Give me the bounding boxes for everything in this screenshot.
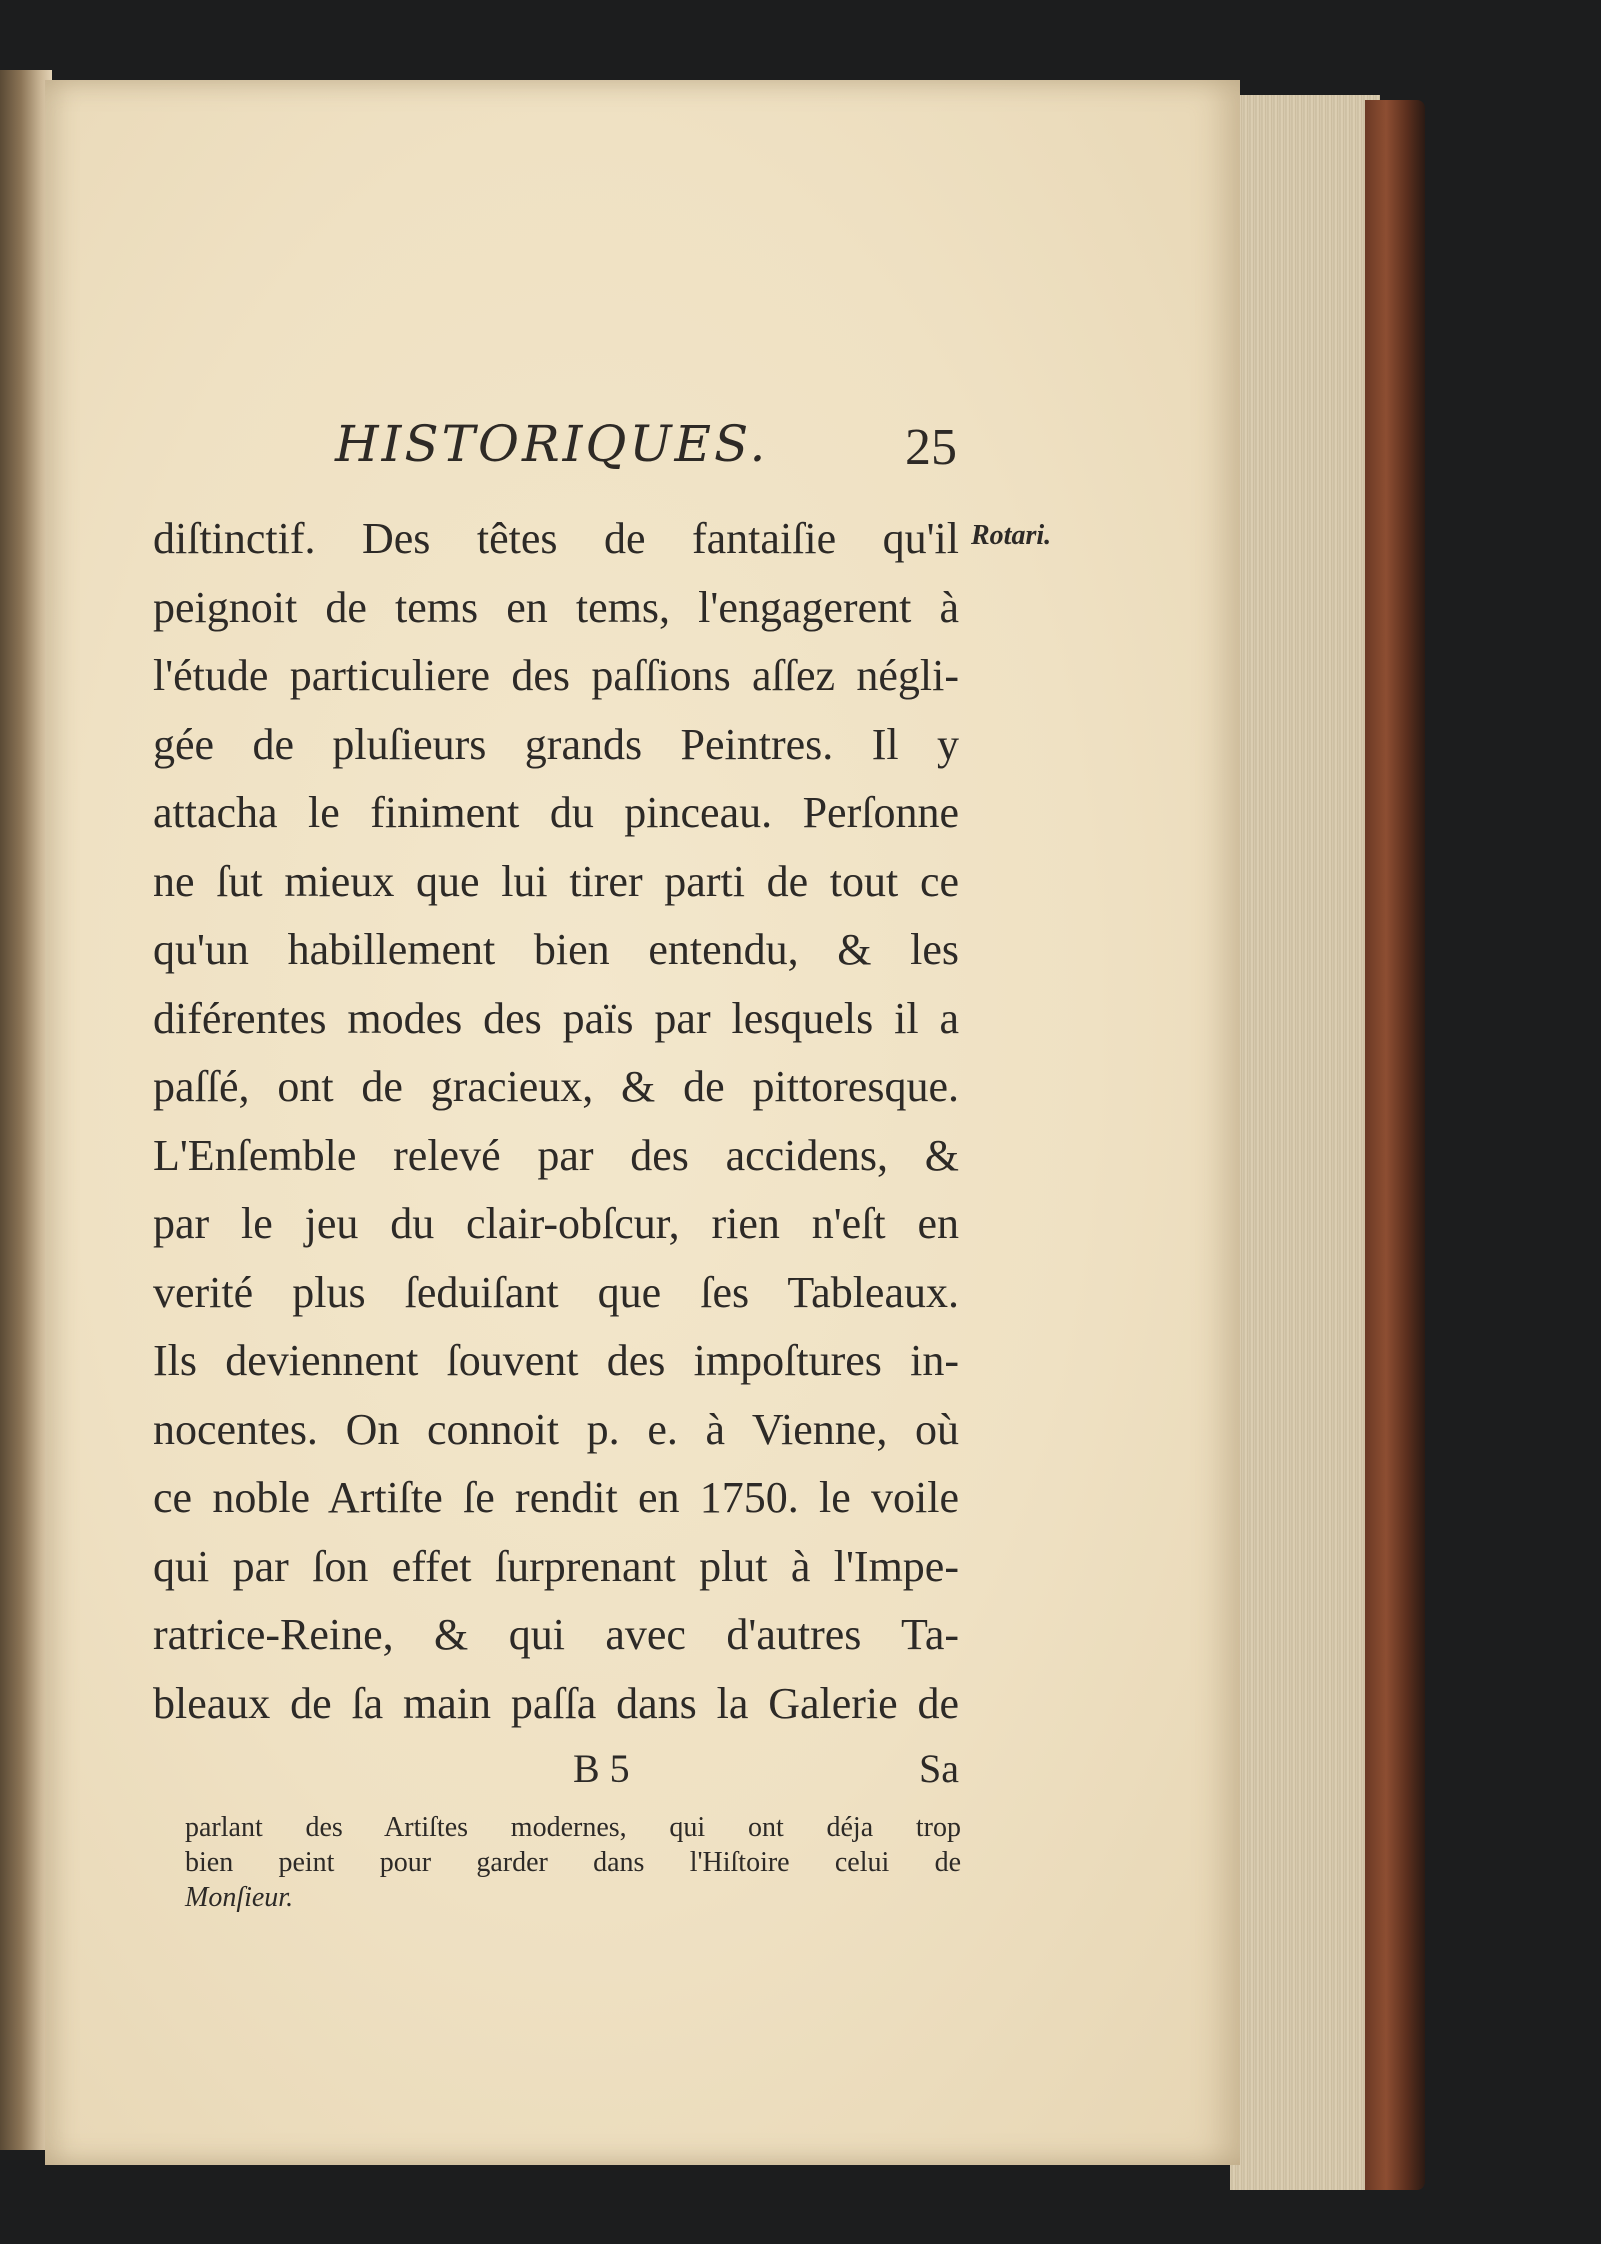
margin-note: Rotari.: [971, 520, 1052, 551]
text-line: ne ſut mieux que lui tirer parti de tout ce: [153, 856, 959, 906]
text-line: l'étude particuliere des paſſions aſſez négli-: [153, 651, 959, 700]
text-line: bleaux de ſa main paſſa dans la Galerie de: [153, 1678, 959, 1728]
signature-mark: B 5: [573, 1746, 630, 1791]
running-head: HISTORIQUES.: [335, 415, 769, 473]
text-line: verité plus ſeduiſant que ſes Tableaux.: [153, 1267, 959, 1317]
text-line: gée de pluſieurs grands Peintres. Il y: [153, 719, 959, 769]
text-line: qu'un habillement bien entendu, & les: [153, 925, 959, 974]
text-line: par le jeu du clair-obſcur, rien n'eſt en: [153, 1199, 959, 1248]
signature-row: [153, 1745, 959, 1805]
catchword: Sa: [919, 1746, 959, 1791]
footnote-line: parlant des Artiſtes modernes, qui ont déja trop: [185, 1812, 961, 1843]
text-line: peignoit de tems en tems, l'engagerent à: [153, 582, 959, 632]
page-number: 25: [905, 419, 957, 476]
text-line: diférentes modes des païs par lesquels il a: [153, 993, 959, 1043]
page-block-edge: [1230, 95, 1380, 2190]
text-line: nocentes. On connoit p. e. à Vienne, où: [153, 1404, 959, 1454]
footnote-line: bien peint pour garder dans l'Hiſtoire celui de: [185, 1847, 961, 1878]
text-line: attacha le finiment du pinceau. Perſonne: [153, 788, 959, 837]
footnote-line: Monſieur.: [185, 1882, 294, 1913]
text-line: Ils deviennent ſouvent des impoſtures in-: [153, 1336, 959, 1385]
text-line: ratrice-Reine, & qui avec d'autres Ta-: [153, 1610, 959, 1659]
leather-cover: [1365, 100, 1425, 2190]
text-line: qui par ſon effet ſurprenant plut à l'Impe-: [153, 1541, 959, 1591]
body-text: [153, 505, 959, 1738]
text-line: paſſé, ont de gracieux, & de pittoresque.: [153, 1062, 959, 1111]
book-page: [45, 80, 1240, 2165]
text-line: L'Enſemble relevé par des accidens, &: [153, 1130, 959, 1180]
text-line: ce noble Artiſte ſe rendit en 1750. le voile: [153, 1473, 959, 1522]
footnote: [185, 1810, 961, 1915]
text-line: diſtinctif. Des têtes de fantaiſie qu'il: [153, 514, 959, 563]
